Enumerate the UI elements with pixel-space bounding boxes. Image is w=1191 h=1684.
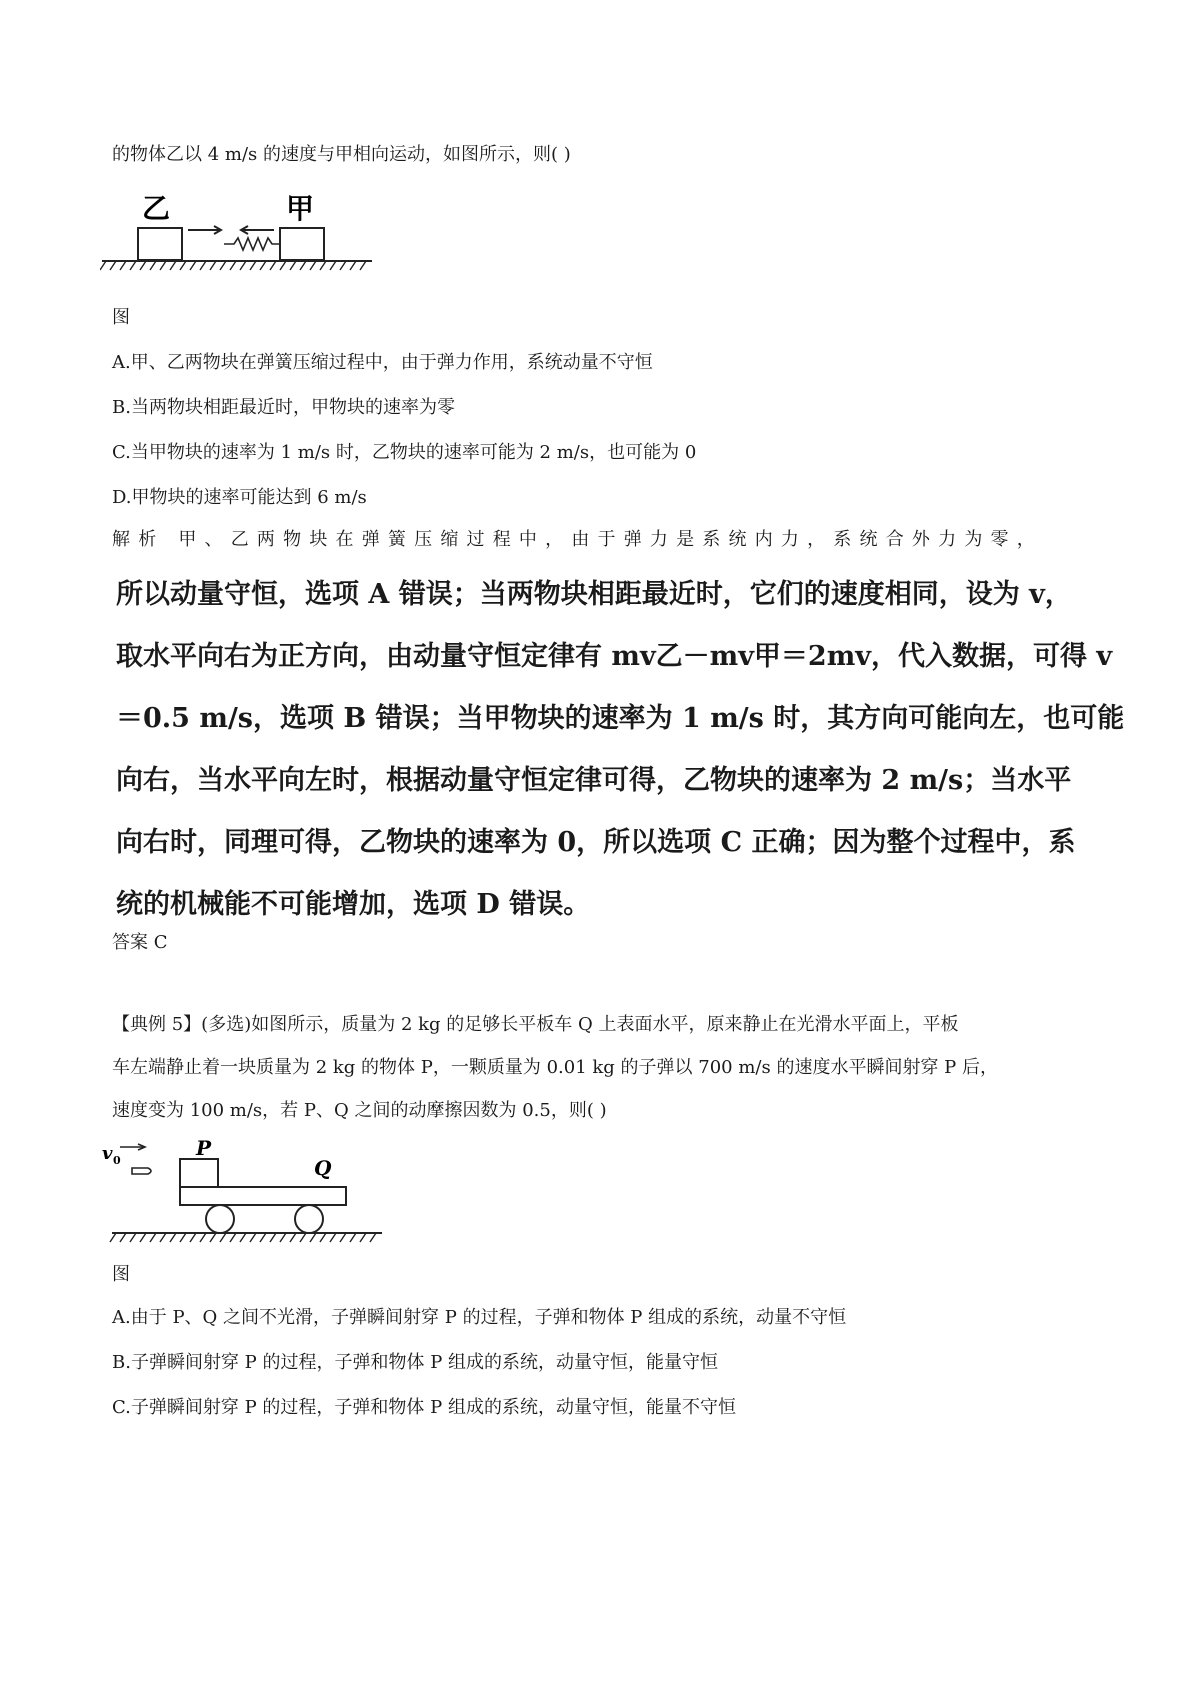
analysis-line: 向右，当水平向左时，根据动量守恒定律可得，乙物块的速率为 2 m/s；当水平 [116, 765, 1072, 796]
question-stem: 速度变为 100 m/s，若 P、Q 之间的动摩擦因数为 0.5，则( ) [112, 1100, 607, 1121]
question-stem: 车左端静止着一块质量为 2 kg 的物体 P，一颗质量为 0.01 kg 的子弹以 700 m/s 的速度水平瞬间射穿 P 后， [112, 1057, 998, 1078]
block-jia [280, 228, 324, 260]
label-v-sub: 0 [113, 1154, 121, 1167]
option-b: B.子弹瞬间射穿 P 的过程，子弹和物体 P 组成的系统，动量守恒，能量守恒 [112, 1352, 719, 1373]
bullet-cart-figure [100, 1135, 400, 1245]
label-yi: 乙 [142, 192, 171, 225]
figure-caption: 图 [112, 1264, 130, 1285]
arrow-left-icon [241, 226, 274, 234]
option-b: B.当两物块相距最近时，甲物块的速率为零 [112, 397, 455, 418]
wheel-left [206, 1205, 234, 1233]
option-a: A.甲、乙两物块在弹簧压缩过程中，由于弹力作用，系统动量不守恒 [112, 352, 653, 373]
question-stem: 【典例 5】(多选)如图所示，质量为 2 kg 的足够长平板车 Q 上表面水平，原来静止在光滑水平面上，平板 [112, 1014, 959, 1035]
analysis-line: 向右时，同理可得，乙物块的速率为 0，所以选项 C 正确；因为整个过程中，系 [116, 827, 1076, 858]
option-c: C.当甲物块的速率为 1 m/s 时，乙物块的速率可能为 2 m/s，也可能为 0 [112, 442, 697, 463]
analysis-line: 所以动量守恒，选项 A 错误；当两物块相距最近时，它们的速度相同，设为 v， [116, 579, 1072, 610]
option-c: C.子弹瞬间射穿 P 的过程，子弹和物体 P 组成的系统，动量守恒，能量不守恒 [112, 1397, 736, 1418]
label-jia: 甲 [286, 192, 315, 225]
question-stem: 的物体乙以 4 m/s 的速度与甲相向运动，如图所示，则( ) [112, 144, 571, 165]
velocity-arrow-icon [120, 1144, 145, 1150]
answer: 答案 C [112, 932, 168, 953]
figure-caption: 图 [112, 307, 130, 328]
analysis-body [116, 564, 1125, 936]
block-p [180, 1159, 218, 1187]
spring-icon [224, 238, 280, 250]
cart-q [180, 1187, 346, 1205]
bullet-icon [132, 1168, 151, 1174]
option-a: A.由于 P、Q 之间不光滑，子弹瞬间射穿 P 的过程，子弹和物体 P 组成的系统，动量不守恒 [112, 1307, 847, 1328]
analysis-first-line: 解析 甲、乙两物块在弹簧压缩过程中，由于弹力是系统内力，系统合外力为零， [112, 529, 1043, 550]
arrow-right-icon [188, 226, 221, 234]
option-d: D.甲物块的速率可能达到 6 m/s [112, 487, 367, 508]
wheel-right [295, 1205, 323, 1233]
label-v: v [102, 1143, 113, 1164]
analysis-line: ＝0.5 m/s，选项 B 错误；当甲物块的速率为 1 m/s 时，其方向可能向左，也可能 [116, 703, 1125, 734]
ground-hatch [100, 261, 366, 270]
analysis-line: 统的机械能不可能增加，选项 D 错误。 [116, 889, 591, 920]
analysis-line: 取水平向右为正方向，由动量守恒定律有 mv乙－mv甲＝2mv，代入数据，可得 v [116, 641, 1113, 672]
block-yi [138, 228, 182, 260]
spring-blocks-figure [100, 188, 380, 276]
label-p: P [196, 1136, 212, 1160]
ground-hatch [110, 1233, 376, 1242]
label-q: Q [314, 1156, 332, 1180]
